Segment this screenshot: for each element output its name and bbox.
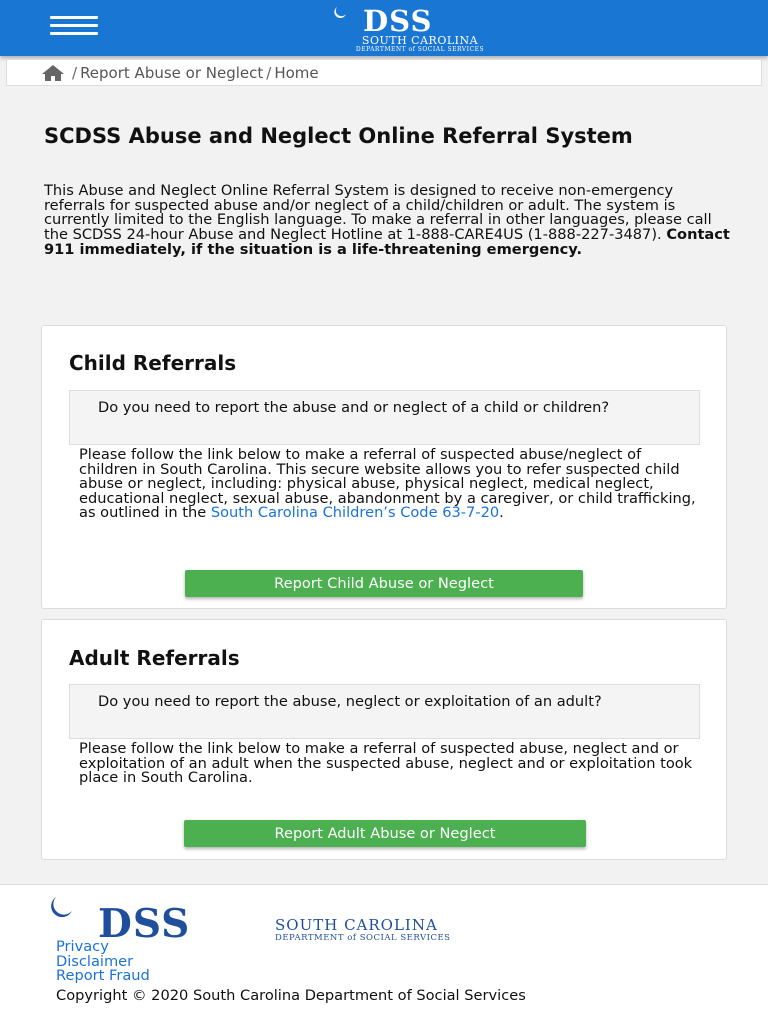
adult-referrals-body: Please follow the link below to make a referral of suspected abuse, neglect and or exploitation of an adult when the suspected abuse, neglect and or exploitation took place in South Carolina. — [79, 740, 693, 787]
adult-referrals-title: Adult Referrals — [69, 646, 240, 670]
breadcrumb-item-home[interactable]: Home — [274, 63, 319, 82]
menu-icon-bar — [50, 32, 98, 35]
top-bar — [0, 0, 768, 56]
footer-logo-department: DEPARTMENT of SOCIAL SERVICES — [275, 933, 451, 943]
breadcrumb-separator: / — [72, 63, 78, 82]
home-icon[interactable] — [41, 64, 65, 82]
menu-icon-bar — [50, 16, 98, 19]
adult-question-box: Do you need to report the abuse, neglect or exploitation of an adult? — [69, 684, 700, 739]
copyright-text: Copyright © 2020 South Carolina Department of Social Services — [56, 987, 526, 1004]
footer-logo[interactable] — [48, 895, 568, 945]
breadcrumb-item-report[interactable]: Report Abuse or Neglect — [80, 63, 264, 82]
child-body-text: Please follow the link below to make a referral of suspected abuse/neglect of children in South Carolina. This secure website allows you to refer suspected child abuse or neglect, including: physical abuse, physical neglect, medical neglect, educational neglect, sexual abuse, abandonment by a caregiver, or child trafficking, as outlined in the — [79, 446, 696, 522]
logo-subtitle: SOUTH CAROLINA — [361, 34, 479, 47]
footer-links — [56, 940, 150, 984]
childrens-code-link[interactable]: South Carolina Children’s Code 63-7-20 — [210, 504, 500, 522]
disclaimer-link[interactable]: Disclaimer — [56, 952, 134, 970]
child-body-end: . — [499, 504, 504, 522]
footer — [0, 884, 768, 1024]
page-title: SCDSS Abuse and Neglect Online Referral System — [44, 124, 633, 148]
moon-icon — [48, 895, 74, 921]
adult-referrals-card — [41, 619, 727, 860]
moon-icon — [333, 6, 347, 20]
privacy-link[interactable]: Privacy — [56, 938, 109, 955]
report-adult-abuse-button[interactable]: Report Adult Abuse or Neglect — [184, 820, 586, 847]
footer-logo-text: DSS — [98, 901, 191, 947]
menu-icon-bar — [50, 24, 98, 27]
dss-logo[interactable] — [333, 4, 513, 52]
menu-button[interactable] — [50, 16, 98, 38]
breadcrumb-separator: / — [266, 63, 272, 82]
emergency-notice: Contact 911 immediately, if the situation is a life-threatening emergency. — [44, 226, 730, 258]
child-referrals-title: Child Referrals — [69, 351, 237, 375]
report-child-abuse-button[interactable]: Report Child Abuse or Neglect — [185, 570, 583, 597]
breadcrumb — [6, 59, 762, 86]
intro-body: This Abuse and Neglect Online Referral System is designed to receive non-emergency referrals for suspected abuse and/or neglect of a child/children or adult. The system is currently limited to the English language. To make a referral in other languages, please call the SCDSS 24-hour Abuse and Neglect Hotline at 1-888-CARE4US (1-888-227-3487). — [44, 182, 712, 244]
child-question-box: Do you need to report the abuse and or neglect of a child or children? — [69, 390, 700, 445]
logo-text: DSS — [363, 4, 433, 38]
intro-text — [44, 184, 734, 258]
logo-department: DEPARTMENT of SOCIAL SERVICES — [355, 46, 485, 53]
footer-logo-subtitle: SOUTH CAROLINA — [275, 916, 438, 934]
child-referrals-card — [41, 325, 727, 609]
child-referrals-body — [79, 448, 699, 521]
report-fraud-link[interactable]: Report Fraud — [56, 967, 150, 985]
